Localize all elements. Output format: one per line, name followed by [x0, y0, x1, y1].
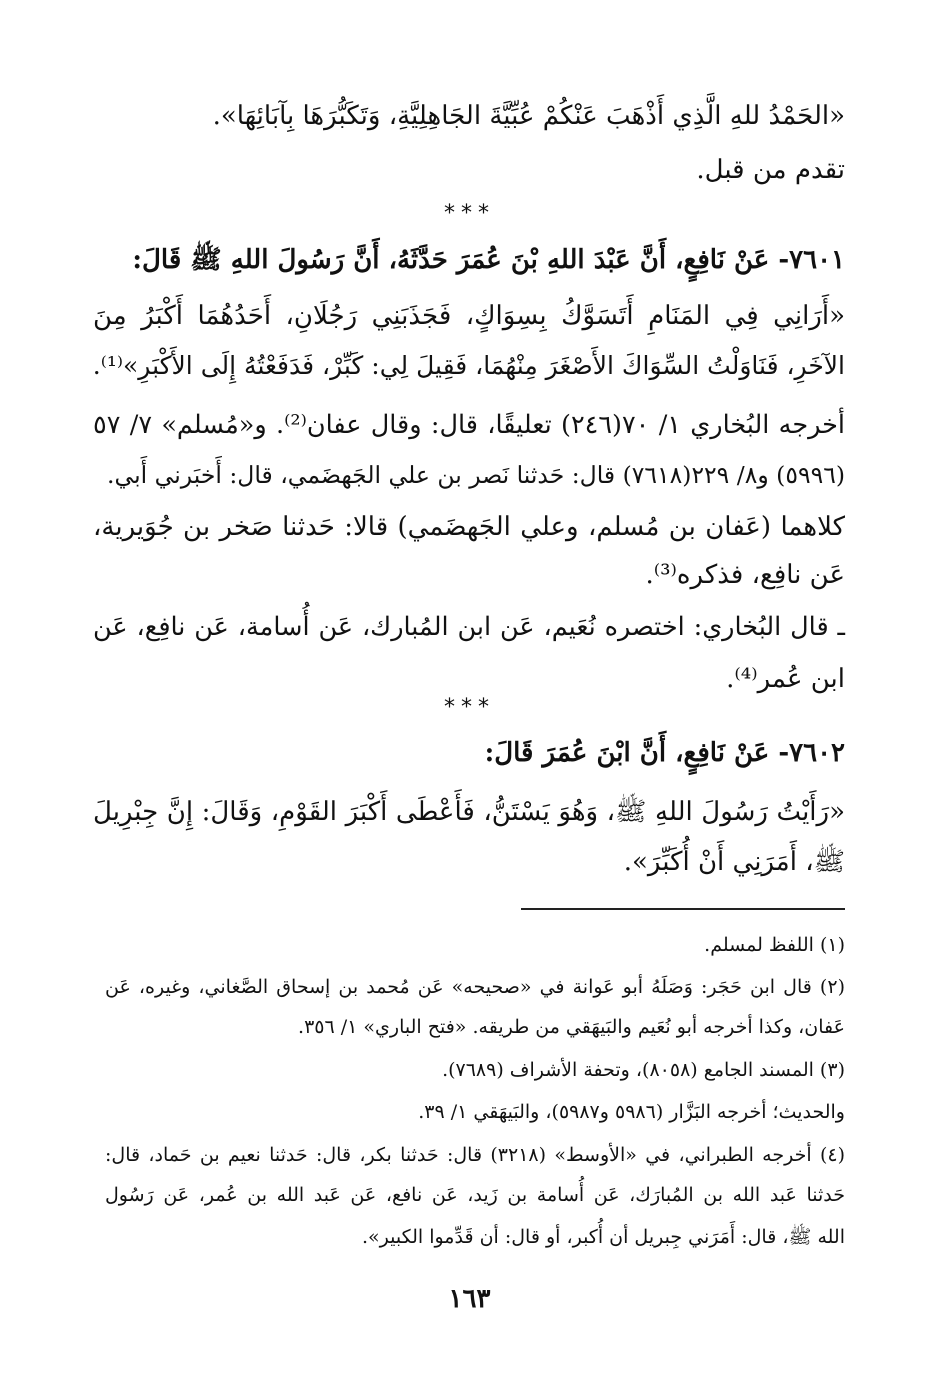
hadith-7601-takhrij: (٥٩٩٦) و٨/ ٢٢٩(٧٦١٨) قال: حَدثنا نَصر بن علي الجَهضَمي، قال: أَخبَرني أَبي.: [107, 461, 845, 489]
footnote-3: والحديث؛ أخرجه البَزَّار (٥٩٨٦ و٥٩٨٧)، والبَيهَقي ١/ ٣٩.: [418, 1101, 845, 1123]
hadith-text-opening: «الحَمْدُ للهِ الَّذِي أَذْهَبَ عَنْكُمْ عُبِّيَّةَ الجَاهِلِيَّةِ، وَتَكَبُّرَهَا بِآبَائِهَا».: [212, 101, 845, 131]
hadith-7601-takhrij: عَن نافِع، فذكره⁽³⁾.: [645, 560, 845, 590]
section-separator: ***: [444, 201, 495, 226]
hadith-7601-matn: «أَرَانِي فِي المَنَامِ أَتَسَوَّكُ بِسِوَاكٍ، فَجَذَبَنِي رَجُلَانِ، أَحَدُهُمَا أَكْبَرُ مِنَ: [93, 301, 845, 331]
footnote-2: (٢) قال ابن حَجَر: وَصَلَهُ أبو عَوانة في «صحيحه» عَن مُحمد بن إسحاق الصَّغاني، وغيره، عَن: [105, 976, 845, 998]
footnote-1: (١) اللفظ لمسلم.: [704, 934, 845, 956]
footnote-4: الله ﷺ، قال: أَمَرَني جِبريل أن أُكبر، أو قال: أن قَدِّموا الكبير».: [361, 1226, 845, 1248]
hadith-7601-matn: الآخَرِ، فَنَاوَلْتُ السِّوَاكَ الأَصْغَرَ مِنْهُمَا، فَقِيلَ لِي: كَبِّرْ، فَدَفَعْتُهُ إِلَى الأَكْبَرِ»⁽¹⁾.: [92, 351, 845, 380]
section-separator: ***: [444, 695, 495, 720]
footnote-2: عَفان، وكذا أخرجه أبو نُعَيم والبَيهَقي من طريقه. «فتح الباري» ١/ ٣٥٦.: [298, 1016, 845, 1038]
footnote-4: (٤) أخرجه الطبراني، في «الأوسط» (٣٢١٨) قال: حَدثنا بكر، قال: حَدثنا نعيم بن حَماد، قال:: [105, 1144, 846, 1166]
hadith-7601-bukhari-note: ـ قال البُخاري: اختصره نُعَيم، عَن ابن المُبارك، عَن أُسامة، عَن نافِع، عَن: [93, 612, 845, 642]
hadith-7601-bukhari-note: ابن عُمر⁽⁴⁾.: [726, 664, 845, 694]
footnote-divider: [521, 908, 845, 910]
footnote-3: (٣) المسند الجامع (٨٠٥٨)، وتحفة الأشراف (٧٦٨٩).: [442, 1059, 845, 1081]
footnote-4: حَدثنا عَبد الله بن المُبارَك، عَن أُسامة بن زَيد، عَن نافع، عَن عَبد الله بن عُمر، عَن رَسُول: [105, 1184, 845, 1206]
hadith-7601-takhrij: كلاهما (عَفان بن مُسلم، وعلي الجَهضَمي) قالا: حَدثنا صَخر بن جُوَيرية،: [93, 512, 845, 542]
hadith-7601-header: ٧٦٠١- عَنْ نَافِعٍ، أَنَّ عَبْدَ اللهِ بْنَ عُمَرَ حَدَّثَهُ، أَنَّ رَسُولَ اللهِ ﷺ قَالَ:: [132, 245, 845, 275]
page-number: ١٦٣: [448, 1284, 491, 1314]
hadith-7602-matn: «رَأَيْتُ رَسُولَ اللهِ ﷺ، وَهُوَ يَسْتَنُّ، فَأَعْطَى أَكْبَرَ القَوْمِ، وَقَالَ: إِنَّ جِبْرِيلَ: [93, 797, 845, 827]
hadith-7602-header: ٧٦٠٢- عَنْ نَافِعٍ، أَنَّ ابْنَ عُمَرَ قَالَ:: [484, 738, 845, 768]
cross-reference-note: تقدم من قبل.: [696, 155, 845, 185]
hadith-7602-matn: ﷺ، أَمَرَنِي أَنْ أُكَبِّرَ».: [623, 847, 845, 877]
hadith-7601-takhrij: أخرجه البُخاري ١/ ٧٠(٢٤٦) تعليقًا، قال: وقال عفان⁽²⁾. و«مُسلم» ٧/ ٥٧: [93, 410, 846, 440]
